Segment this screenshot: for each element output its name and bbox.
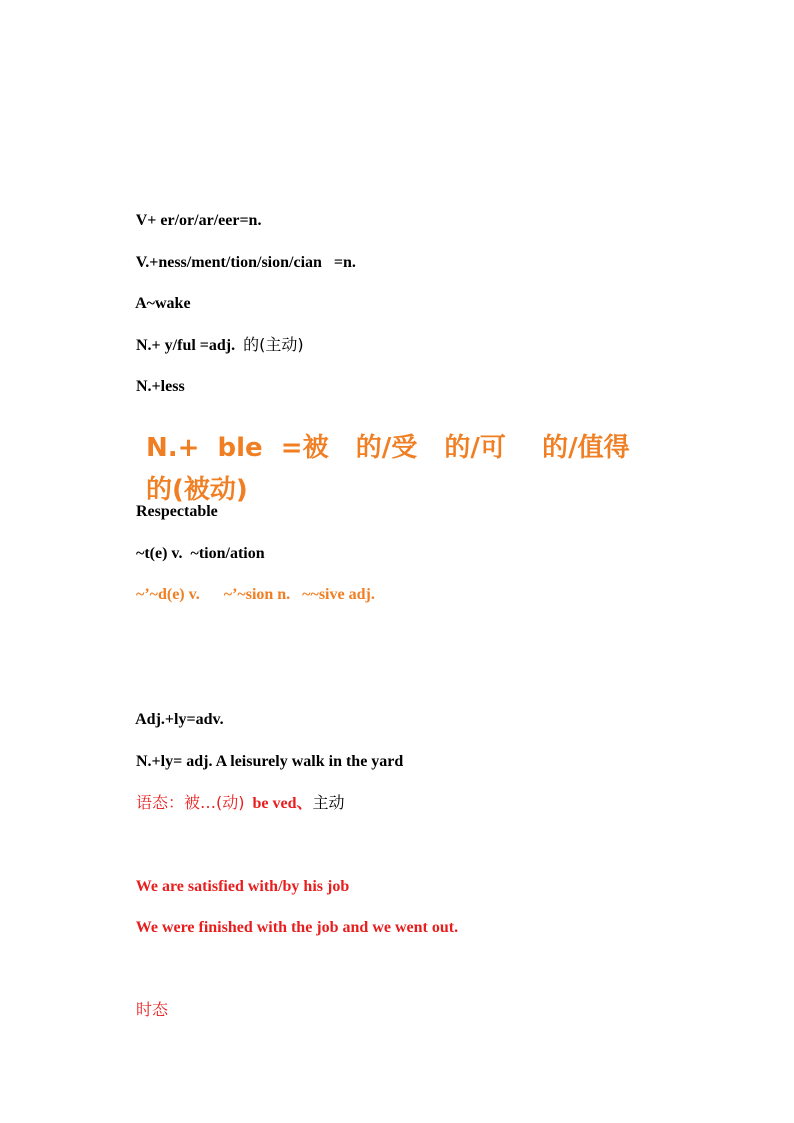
suffix-rule-adj-active-text: N.+ y/ful =adj. [136,337,244,354]
voice-heading [120,773,345,834]
voice-heading-label: 语态：被…(动) [136,793,245,812]
example-finished [120,898,458,958]
voice-heading-active: 主动 [312,793,345,812]
suffix-rule-agent-text: V+ er/or/ar/eer=n. [135,212,262,229]
example-satisfied-text: We are satisfied with/by his job [135,878,350,895]
suffix-rule-adv-text: Adj.+ly=adv. [135,711,224,728]
suffix-rule-less-text: N.+less [136,378,185,395]
heading-ble-rule-text: N.+ ble =被 的/受 的/可 的/值得 [146,433,630,463]
suffix-rule-noun-text: V.+ness/ment/tion/sion/cian =n. [135,254,356,271]
suffix-rule-sion-text: ~’~d(e) v. ~’~sion n. ~~sive adj. [136,586,375,603]
tense-heading-text: 时态 [136,1000,169,1019]
example-finished-text: We were finished with the job and we went out. [135,919,459,936]
suffix-rule-ly-adj-text: N.+ly= adj. A leisurely walk in the yard [136,753,404,770]
heading-ble-rule-cont-text: 的(被动) [146,475,248,505]
tense-heading [120,980,168,1041]
prefix-example-awake-text: A~wake [135,295,191,312]
voice-heading-form: be ved、 [244,795,313,812]
suffix-rule-sion [120,565,375,625]
suffix-rule-tion-text: ~t(e) v. ~tion/ation [136,545,265,562]
example-respectable-text: Respectable [136,503,218,520]
suffix-rule-adj-active-note: 的(主动) [243,335,304,354]
